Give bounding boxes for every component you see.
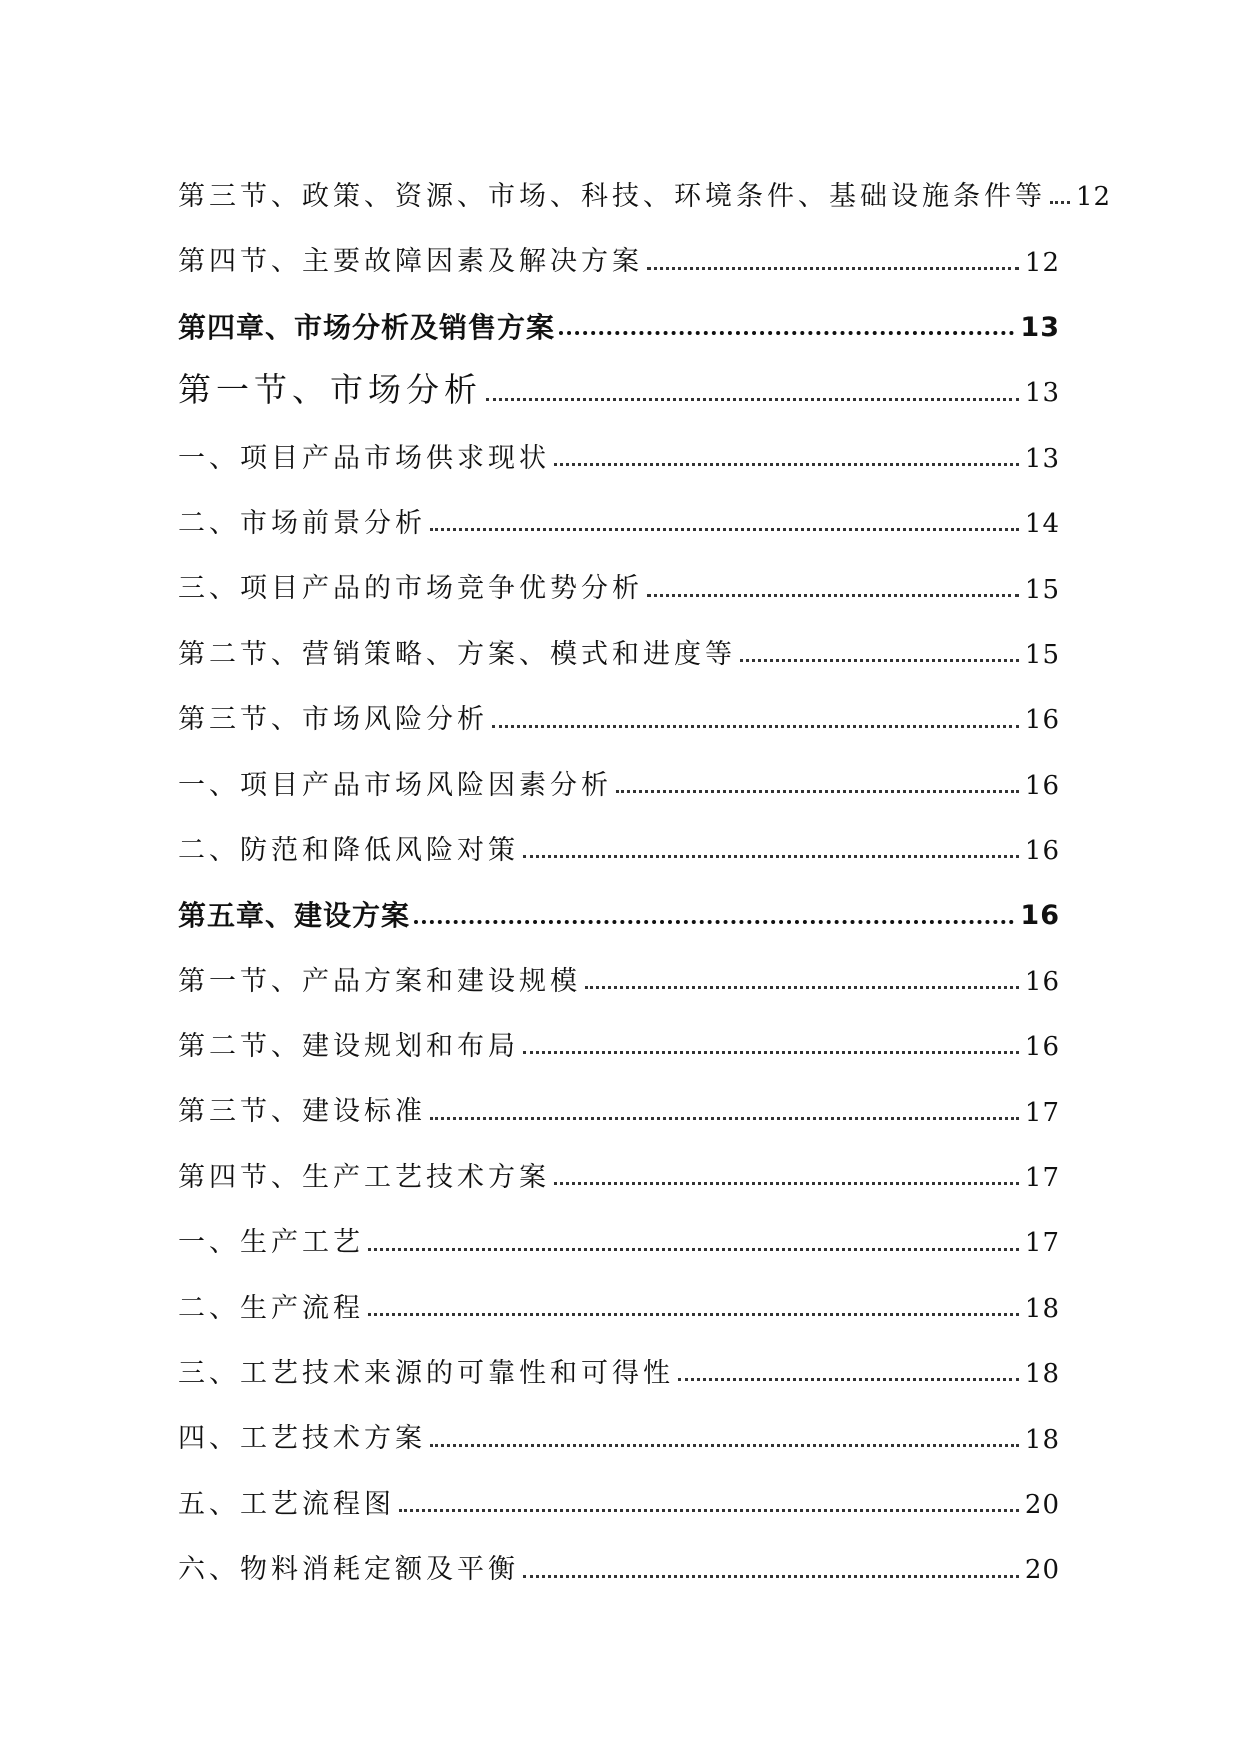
toc-entry-label: 一、项目产品市场风险因素分析 [178, 769, 612, 801]
toc-entry-label: 第一节、市场分析 [178, 369, 482, 409]
toc-page-number: 16 [1024, 1032, 1060, 1063]
toc-dot-leader [647, 594, 1019, 597]
toc-page-number: 16 [1024, 705, 1060, 736]
toc-entry-label: 第三节、政策、资源、市场、科技、环境条件、基础设施条件等 [178, 181, 1046, 212]
toc-page-number: 20 [1024, 1555, 1060, 1586]
toc-entry[interactable] [178, 1260, 1060, 1325]
toc-page-number: 13 [1024, 378, 1060, 409]
toc-page-number: 17 [1024, 1228, 1060, 1259]
toc-dot-leader [647, 267, 1019, 270]
toc-dot-leader [585, 986, 1019, 989]
toc-dot-leader [1050, 201, 1070, 204]
toc-entry[interactable] [178, 410, 1060, 475]
toc-dot-leader [399, 1509, 1019, 1512]
toc-entry-label: 第二节、建设规划和布局 [178, 1031, 519, 1063]
toc-entry-label: 第三节、建设标准 [178, 1096, 426, 1128]
toc-chapter-entry[interactable] [178, 867, 1060, 932]
toc-entry[interactable] [178, 1129, 1060, 1194]
toc-entry[interactable] [178, 998, 1060, 1063]
toc-dot-leader [430, 1117, 1019, 1120]
toc-page-number: 13 [1020, 311, 1060, 343]
toc-dot-leader [368, 1248, 1019, 1251]
toc-dot-leader [523, 1051, 1019, 1054]
toc-entry[interactable] [178, 1456, 1060, 1521]
toc-entry[interactable] [178, 1521, 1060, 1586]
table-of-contents [178, 148, 1112, 1587]
toc-entry-label: 二、防范和降低风险对策 [178, 834, 519, 866]
toc-entry[interactable] [178, 606, 1060, 671]
toc-entry[interactable] [178, 540, 1060, 605]
toc-page-number: 16 [1020, 900, 1060, 932]
toc-dot-leader [414, 920, 1014, 924]
toc-entry-label: 六、物料消耗定额及平衡 [178, 1554, 519, 1586]
toc-entry-label: 第四节、生产工艺技术方案 [178, 1161, 550, 1193]
toc-entry[interactable] [178, 148, 1112, 213]
toc-entry[interactable] [178, 1063, 1060, 1128]
toc-dot-leader [486, 398, 1019, 401]
toc-page-number: 13 [1024, 443, 1060, 474]
toc-dot-leader [616, 790, 1019, 793]
toc-entry-label: 二、市场前景分析 [178, 507, 426, 539]
toc-chapter-entry[interactable] [178, 279, 1060, 344]
toc-dot-leader [523, 1575, 1019, 1578]
toc-entry-label: 第四章、市场分析及销售方案 [178, 310, 556, 344]
toc-entry-label: 第三节、市场风险分析 [178, 704, 488, 736]
toc-dot-leader [368, 1313, 1019, 1316]
toc-dot-leader [554, 1182, 1019, 1185]
toc-dot-leader [554, 463, 1019, 466]
toc-entry[interactable] [178, 1390, 1060, 1455]
toc-page-number: 16 [1024, 966, 1060, 997]
toc-page-number: 12 [1076, 182, 1112, 213]
toc-entry-label: 四、工艺技术方案 [178, 1423, 426, 1455]
toc-entry-label: 第一节、产品方案和建设规模 [178, 965, 581, 997]
toc-entry-label: 第五章、建设方案 [178, 899, 411, 933]
toc-entry-label: 三、工艺技术来源的可靠性和可得性 [178, 1358, 674, 1390]
toc-entry-label: 一、项目产品市场供求现状 [178, 442, 550, 474]
toc-page-number: 16 [1024, 836, 1060, 867]
toc-entry[interactable] [178, 475, 1060, 540]
toc-entry-label: 第二节、营销策略、方案、模式和进度等 [178, 638, 736, 670]
toc-page-number: 17 [1024, 1163, 1060, 1194]
toc-entry[interactable] [178, 1194, 1060, 1259]
toc-entry[interactable] [178, 213, 1060, 278]
toc-dot-leader [559, 331, 1014, 335]
toc-page-number: 14 [1024, 509, 1060, 540]
toc-dot-leader [492, 725, 1019, 728]
toc-page-number: 18 [1024, 1359, 1060, 1390]
toc-dot-leader [678, 1378, 1019, 1381]
toc-entry-label: 三、项目产品的市场竞争优势分析 [178, 573, 643, 605]
toc-page-number: 15 [1024, 639, 1060, 670]
toc-entry[interactable] [178, 933, 1060, 998]
toc-page-number: 16 [1024, 770, 1060, 801]
toc-entry[interactable] [178, 344, 1060, 409]
toc-page-number: 20 [1024, 1490, 1060, 1521]
toc-dot-leader [430, 1444, 1019, 1447]
toc-entry-label: 二、生产流程 [178, 1292, 364, 1324]
toc-entry[interactable] [178, 671, 1060, 736]
toc-page-number: 15 [1024, 574, 1060, 605]
toc-entry-label: 五、工艺流程图 [178, 1488, 395, 1520]
toc-entry[interactable] [178, 802, 1060, 867]
toc-entry-label: 一、生产工艺 [178, 1227, 364, 1259]
toc-entry[interactable] [178, 737, 1060, 802]
toc-page-number: 18 [1024, 1424, 1060, 1455]
toc-entry[interactable] [178, 1325, 1060, 1390]
toc-page-number: 18 [1024, 1293, 1060, 1324]
toc-page-number: 12 [1024, 247, 1060, 278]
toc-entry-label: 第四节、主要故障因素及解决方案 [178, 246, 643, 278]
toc-dot-leader [523, 855, 1019, 858]
toc-dot-leader [430, 528, 1019, 531]
toc-dot-leader [740, 659, 1019, 662]
toc-page-number: 17 [1024, 1097, 1060, 1128]
